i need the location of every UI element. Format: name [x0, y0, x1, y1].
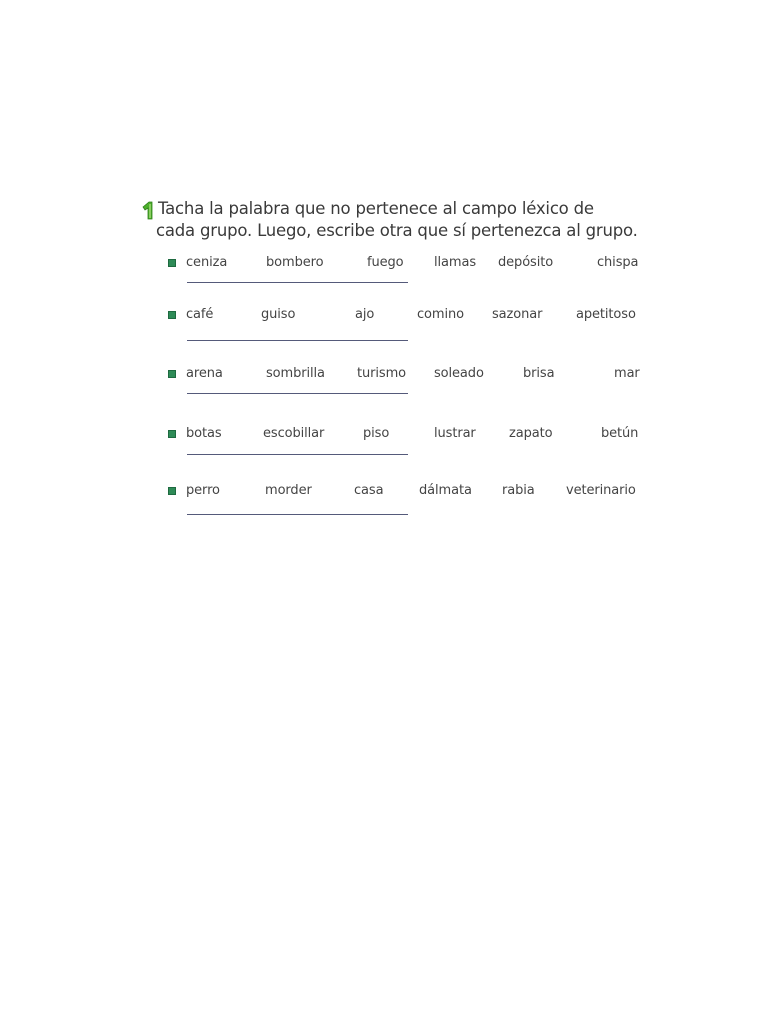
word-option[interactable]: bombero: [266, 255, 324, 270]
green-square-bullet-icon: [168, 370, 176, 378]
word-option[interactable]: escobillar: [263, 426, 325, 441]
word-option[interactable]: zapato: [509, 426, 553, 441]
green-square-bullet-icon: [168, 430, 176, 438]
green-square-bullet-icon: [168, 259, 176, 267]
answer-line[interactable]: [187, 282, 408, 283]
word-option[interactable]: dálmata: [419, 483, 472, 498]
instruction-line-2: cada grupo. Luego, escribe otra que sí pertenezca al grupo.: [156, 221, 638, 240]
word-option[interactable]: morder: [265, 483, 312, 498]
word-option[interactable]: botas: [186, 426, 222, 441]
answer-line[interactable]: [187, 340, 408, 341]
word-option[interactable]: soleado: [434, 366, 484, 381]
exercise-1: [140, 198, 650, 498]
word-option[interactable]: fuego: [367, 255, 404, 270]
word-option[interactable]: chispa: [597, 255, 639, 270]
answer-line[interactable]: [187, 454, 408, 455]
word-option[interactable]: guiso: [261, 307, 296, 322]
word-option[interactable]: rabia: [502, 483, 535, 498]
word-option[interactable]: llamas: [434, 255, 476, 270]
word-option[interactable]: depósito: [498, 255, 554, 270]
word-option[interactable]: ceniza: [186, 255, 228, 270]
instruction-text: [158, 198, 650, 242]
word-option[interactable]: ajo: [355, 307, 375, 322]
word-option[interactable]: brisa: [523, 366, 555, 381]
answer-line[interactable]: [187, 393, 408, 394]
word-option[interactable]: lustrar: [434, 426, 476, 441]
word-option[interactable]: apetitoso: [576, 307, 636, 322]
word-option[interactable]: comino: [417, 307, 464, 322]
word-option[interactable]: perro: [186, 483, 220, 498]
word-option[interactable]: sombrilla: [266, 366, 325, 381]
word-option[interactable]: veterinario: [566, 483, 636, 498]
word-option[interactable]: turismo: [357, 366, 406, 381]
word-option[interactable]: piso: [363, 426, 390, 441]
word-option[interactable]: café: [186, 307, 214, 322]
word-option[interactable]: mar: [614, 366, 640, 381]
word-option[interactable]: arena: [186, 366, 223, 381]
word-option[interactable]: sazonar: [492, 307, 543, 322]
green-square-bullet-icon: [168, 311, 176, 319]
green-square-bullet-icon: [168, 487, 176, 495]
exercise-header: [140, 198, 650, 242]
number-one-icon: [140, 200, 156, 222]
word-option[interactable]: betún: [601, 426, 639, 441]
instruction-line-1: Tacha la palabra que no pertenece al campo léxico de: [158, 199, 594, 218]
answer-line[interactable]: [187, 514, 408, 515]
word-option[interactable]: casa: [354, 483, 384, 498]
